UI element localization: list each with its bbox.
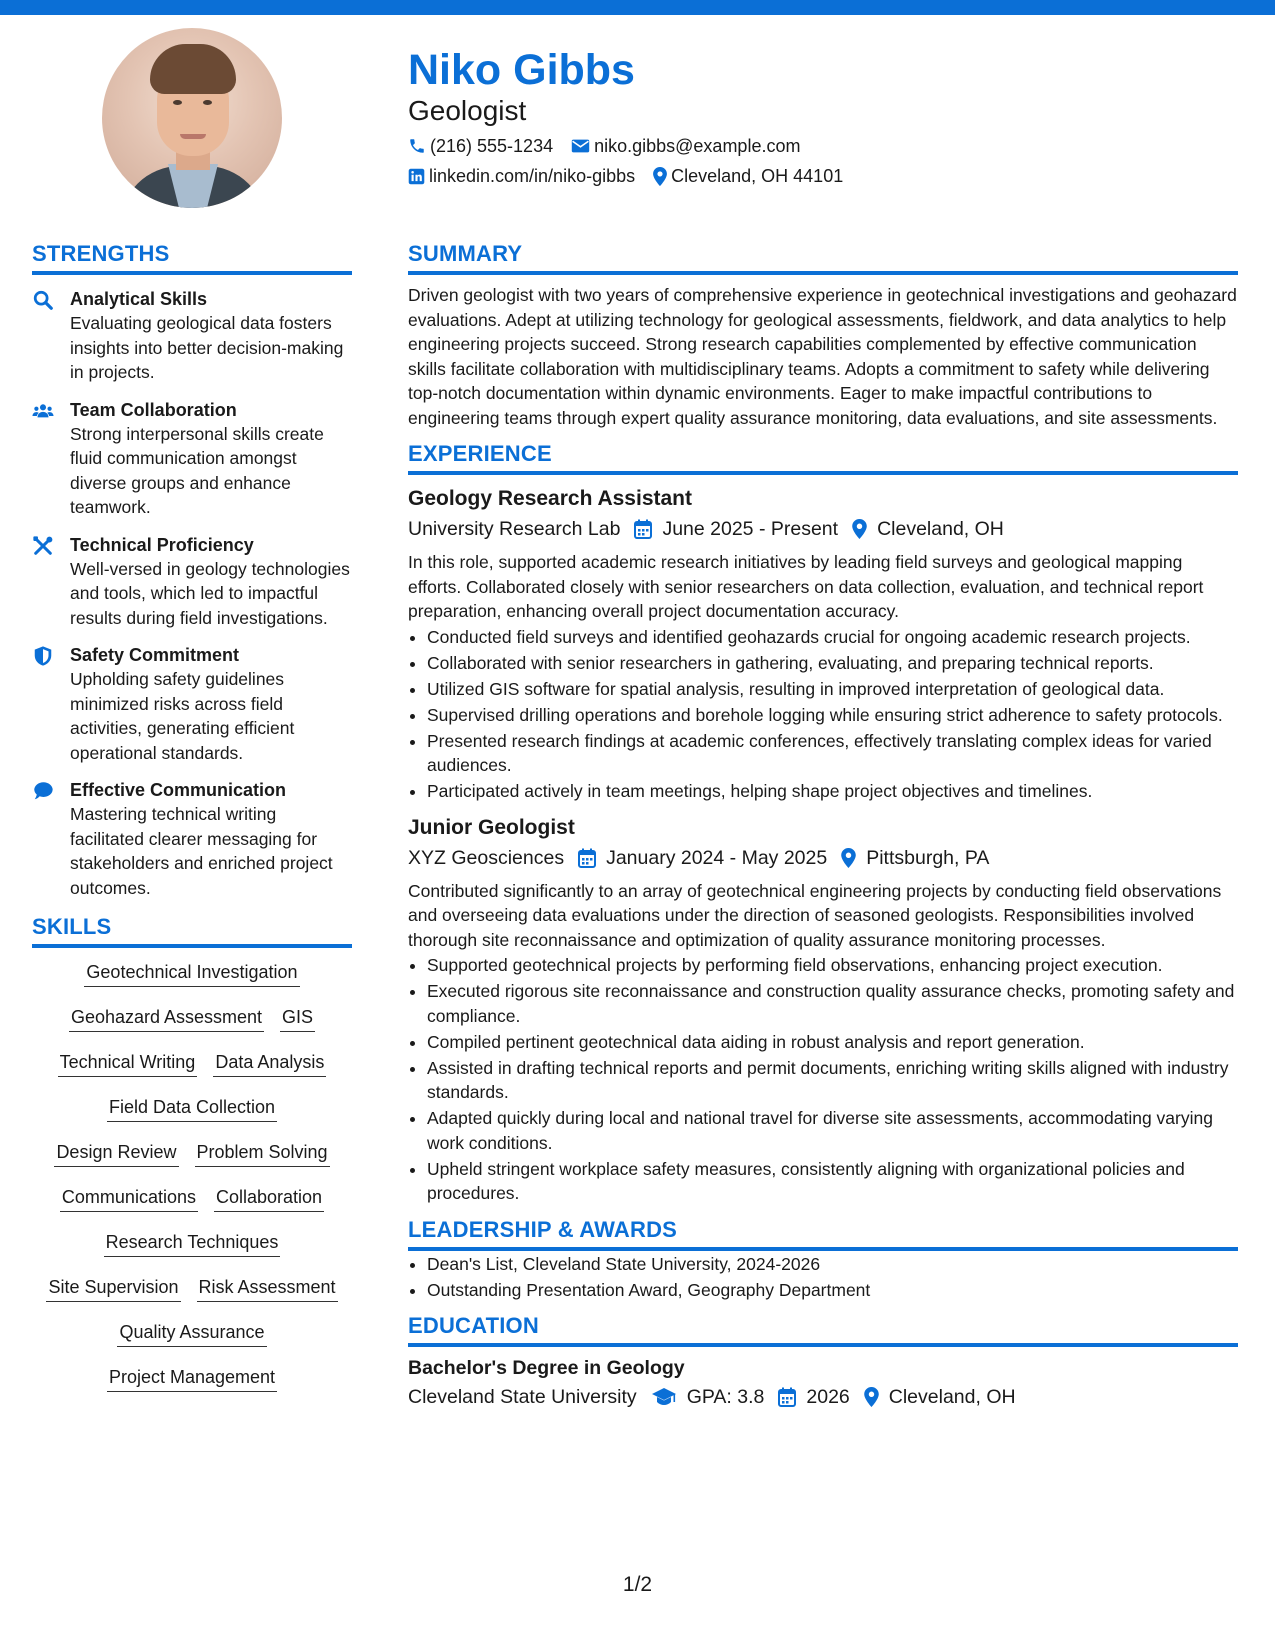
email-text: niko.gibbs@example.com xyxy=(594,135,801,156)
strength-item xyxy=(32,533,352,631)
section-divider xyxy=(408,1343,1238,1347)
section-divider xyxy=(32,944,352,948)
strength-title: Safety Commitment xyxy=(70,645,240,665)
education-year xyxy=(778,1382,849,1412)
awards-heading: LEADERSHIP & AWARDS xyxy=(408,1216,678,1242)
left-column xyxy=(32,240,352,1410)
strength-desc: Evaluating geological data fosters insights into better decision-making in projects. xyxy=(70,313,344,382)
skill-row xyxy=(32,1230,352,1275)
search-icon xyxy=(32,289,54,311)
map-pin-icon xyxy=(841,848,856,868)
skill-tag: Geotechnical Investigation xyxy=(84,960,299,987)
bullet-item: • Assisted in drafting technical reports and permit documents, enriching writing skills aligned with industry standards. xyxy=(427,1056,1238,1105)
bullet-item: • Conducted field surveys and identified geohazards crucial for ongoing academic research projects. xyxy=(427,625,1238,650)
job-company xyxy=(408,843,564,873)
job-dates xyxy=(578,843,827,873)
candidate-name: Niko Gibbs xyxy=(408,46,635,94)
company-text: XYZ Geosciences xyxy=(408,846,565,869)
section-divider xyxy=(408,271,1238,275)
strength-title: Team Collaboration xyxy=(70,399,237,420)
job-location xyxy=(841,843,989,873)
strength-item xyxy=(32,643,352,765)
company-text: University Research Lab xyxy=(408,518,621,540)
school-text: Cleveland State University xyxy=(408,1386,637,1408)
strength-desc: Upholding safety guidelines minimized risks across field activities, generating efficient operational standards. xyxy=(70,669,295,763)
year-text: 2026 xyxy=(806,1386,850,1408)
education-school xyxy=(408,1382,637,1412)
skill-row xyxy=(32,1005,352,1050)
users-icon xyxy=(32,400,54,422)
strength-item xyxy=(32,778,352,900)
calendar-icon xyxy=(634,519,652,539)
skill-tag: Data Analysis xyxy=(213,1050,326,1077)
job-entry xyxy=(408,814,1238,1206)
summary-text: Driven geologist with two years of comprehensive experience in geotechnical investigations and geohazard evaluations. Adept at utilizing technology for geological assessments, fieldwork, and data analytics to help engineering projects succeed. Strong research capabilities complemented by effective communication skills facilitate collaboration with multidisciplinary teams. Adopts a commitment to safety while delivering top-notch documentation within dynamic environments. Eager to make impactful contributions to engineering teams through expert quality assurance monitoring, data evaluations, and site assessments. xyxy=(408,285,1237,428)
phone-icon xyxy=(408,137,426,155)
email-icon xyxy=(571,138,590,154)
skill-tag: Design Review xyxy=(54,1140,178,1167)
comment-icon xyxy=(32,780,54,802)
skill-tag: Communications xyxy=(60,1185,198,1212)
section-divider xyxy=(32,271,352,275)
skill-tag: Field Data Collection xyxy=(107,1095,277,1122)
location-text: Cleveland, OH xyxy=(877,518,1004,540)
bullet-item: • Supported geotechnical projects by performing field observations, enhancing project execution. xyxy=(427,953,1238,978)
contact-row-1 xyxy=(408,134,818,158)
skill-tag: Problem Solving xyxy=(195,1140,330,1167)
experience-heading: EXPERIENCE xyxy=(408,441,552,466)
contact-linkedin[interactable] xyxy=(408,166,635,187)
job-title: Junior Geologist xyxy=(408,815,575,839)
education-gpa xyxy=(651,1382,765,1412)
contact-email[interactable] xyxy=(571,136,800,157)
skill-row xyxy=(32,1365,352,1410)
award-item: • Outstanding Presentation Award, Geography Department xyxy=(427,1278,1238,1303)
degree-title: Bachelor's Degree in Geology xyxy=(408,1357,685,1379)
location-text: Pittsburgh, PA xyxy=(866,846,990,869)
bullet-item: • Presented research findings at academic conferences, effectively translating complex ideas for varied audiences. xyxy=(427,729,1238,778)
strength-title: Effective Communication xyxy=(70,780,287,800)
skill-tag: Site Supervision xyxy=(46,1275,180,1302)
skill-row xyxy=(32,1320,352,1365)
strength-title: Technical Proficiency xyxy=(70,534,254,555)
phone-text: (216) 555-1234 xyxy=(430,135,554,156)
graduation-cap-icon xyxy=(651,1387,677,1407)
section-divider xyxy=(408,1247,1238,1251)
tools-icon xyxy=(32,535,54,557)
award-item: • Dean's List, Cleveland State University, 2024-2026 xyxy=(427,1252,1238,1277)
skill-tag: Risk Assessment xyxy=(197,1275,338,1302)
contact-phone[interactable] xyxy=(408,136,553,157)
job-title: Geology Research Assistant xyxy=(408,487,692,510)
skill-row xyxy=(32,1185,352,1230)
candidate-title: Geologist xyxy=(408,95,527,126)
skills-heading: SKILLS xyxy=(32,914,112,939)
education-meta xyxy=(408,1382,1238,1412)
shield-icon xyxy=(32,645,54,667)
skill-row xyxy=(32,1050,352,1095)
strengths-heading: STRENGTHS xyxy=(32,241,170,266)
skill-tag: GIS xyxy=(280,1005,315,1032)
location-text: Cleveland, OH xyxy=(888,1386,1016,1408)
strength-desc: Mastering technical writing facilitated clearer messaging for stakeholders and enriched project outcomes. xyxy=(70,804,333,898)
job-company xyxy=(408,514,620,544)
job-dates xyxy=(634,514,838,544)
calendar-icon xyxy=(578,848,596,868)
awards-list xyxy=(408,1252,1238,1303)
gpa-text: GPA: 3.8 xyxy=(686,1386,765,1408)
strength-item xyxy=(32,287,352,385)
profile-photo xyxy=(102,28,282,208)
map-pin-icon xyxy=(864,1387,879,1407)
bullet-item: • Compiled pertinent geotechnical data aiding in robust analysis and report generation. xyxy=(427,1030,1238,1055)
skill-tag: Research Techniques xyxy=(104,1230,281,1257)
linkedin-icon xyxy=(408,168,425,185)
map-pin-icon xyxy=(653,167,667,186)
bullet-item: • Supervised drilling operations and borehole logging while ensuring strict adherence to safety protocols. xyxy=(427,703,1238,728)
job-meta xyxy=(408,843,1238,873)
skill-row xyxy=(32,960,352,1005)
skill-tag: Geohazard Assessment xyxy=(69,1005,264,1032)
bullet-item: • Utilized GIS software for spatial analysis, resulting in improved interpretation of geological data. xyxy=(427,677,1238,702)
calendar-icon xyxy=(778,1387,796,1407)
dates-text: June 2025 - Present xyxy=(662,518,839,540)
skill-tag: Project Management xyxy=(107,1365,277,1392)
contact-row-2 xyxy=(408,164,861,188)
job-meta xyxy=(408,514,1238,544)
skill-tag: Collaboration xyxy=(214,1185,324,1212)
skill-row xyxy=(32,1275,352,1320)
linkedin-text: linkedin.com/in/niko-gibbs xyxy=(429,165,636,186)
skill-tag: Quality Assurance xyxy=(117,1320,266,1347)
contact-location xyxy=(653,166,843,187)
bullet-item: • Participated actively in team meetings, helping shape project objectives and timelines. xyxy=(427,779,1238,804)
strength-desc: Well-versed in geology technologies and tools, which led to impactful results during field investigations. xyxy=(70,558,350,628)
job-entry xyxy=(408,485,1238,804)
job-description: Contributed significantly to an array of geotechnical engineering projects by conducting field observations and overseeing data evaluations under the direction of seasoned geologists. Responsibilities involved thorough site reconnaissance and optimization of quality assurance monitoring processes. xyxy=(408,880,1222,950)
top-accent-bar xyxy=(0,0,1275,15)
bullet-item: • Collaborated with senior researchers in gathering, evaluating, and preparing technical reports. xyxy=(427,651,1238,676)
job-bullets xyxy=(408,625,1238,804)
page-number: 1/2 xyxy=(622,1573,653,1596)
skills-list xyxy=(32,960,352,1410)
bullet-item: • Upheld stringent workplace safety measures, consistently aligning with organizational policies and procedures. xyxy=(427,1157,1238,1206)
map-pin-icon xyxy=(852,519,867,539)
skill-tag: Technical Writing xyxy=(58,1050,198,1077)
location-text: Cleveland, OH 44101 xyxy=(671,165,844,186)
right-column xyxy=(408,240,1238,1412)
skill-row xyxy=(32,1095,352,1140)
strength-desc: Strong interpersonal skills create fluid communication amongst diverse groups and enhance teamwork. xyxy=(70,423,324,517)
job-bullets xyxy=(408,953,1238,1206)
strength-item xyxy=(32,398,352,520)
bullet-item: • Executed rigorous site reconnaissance and construction quality assurance checks, promoting safety and compliance. xyxy=(427,979,1238,1028)
skill-row xyxy=(32,1140,352,1185)
education-heading: EDUCATION xyxy=(408,1313,539,1338)
strength-title: Analytical Skills xyxy=(70,289,208,309)
summary-heading: SUMMARY xyxy=(408,241,523,266)
education-location xyxy=(864,1382,1016,1412)
bullet-item: • Adapted quickly during local and national travel for diverse site assessments, accommodating varying work conditions. xyxy=(427,1106,1238,1155)
section-divider xyxy=(408,471,1238,475)
job-description: In this role, supported academic research initiatives by leading field surveys and geological mapping efforts. Collaborated closely with senior researchers on data collection, evaluation, and technical report preparation, enhancing overall project documentation accuracy. xyxy=(408,552,1204,621)
dates-text: January 2024 - May 2025 xyxy=(606,846,828,869)
strengths-list xyxy=(32,287,352,900)
job-location xyxy=(852,514,1004,544)
